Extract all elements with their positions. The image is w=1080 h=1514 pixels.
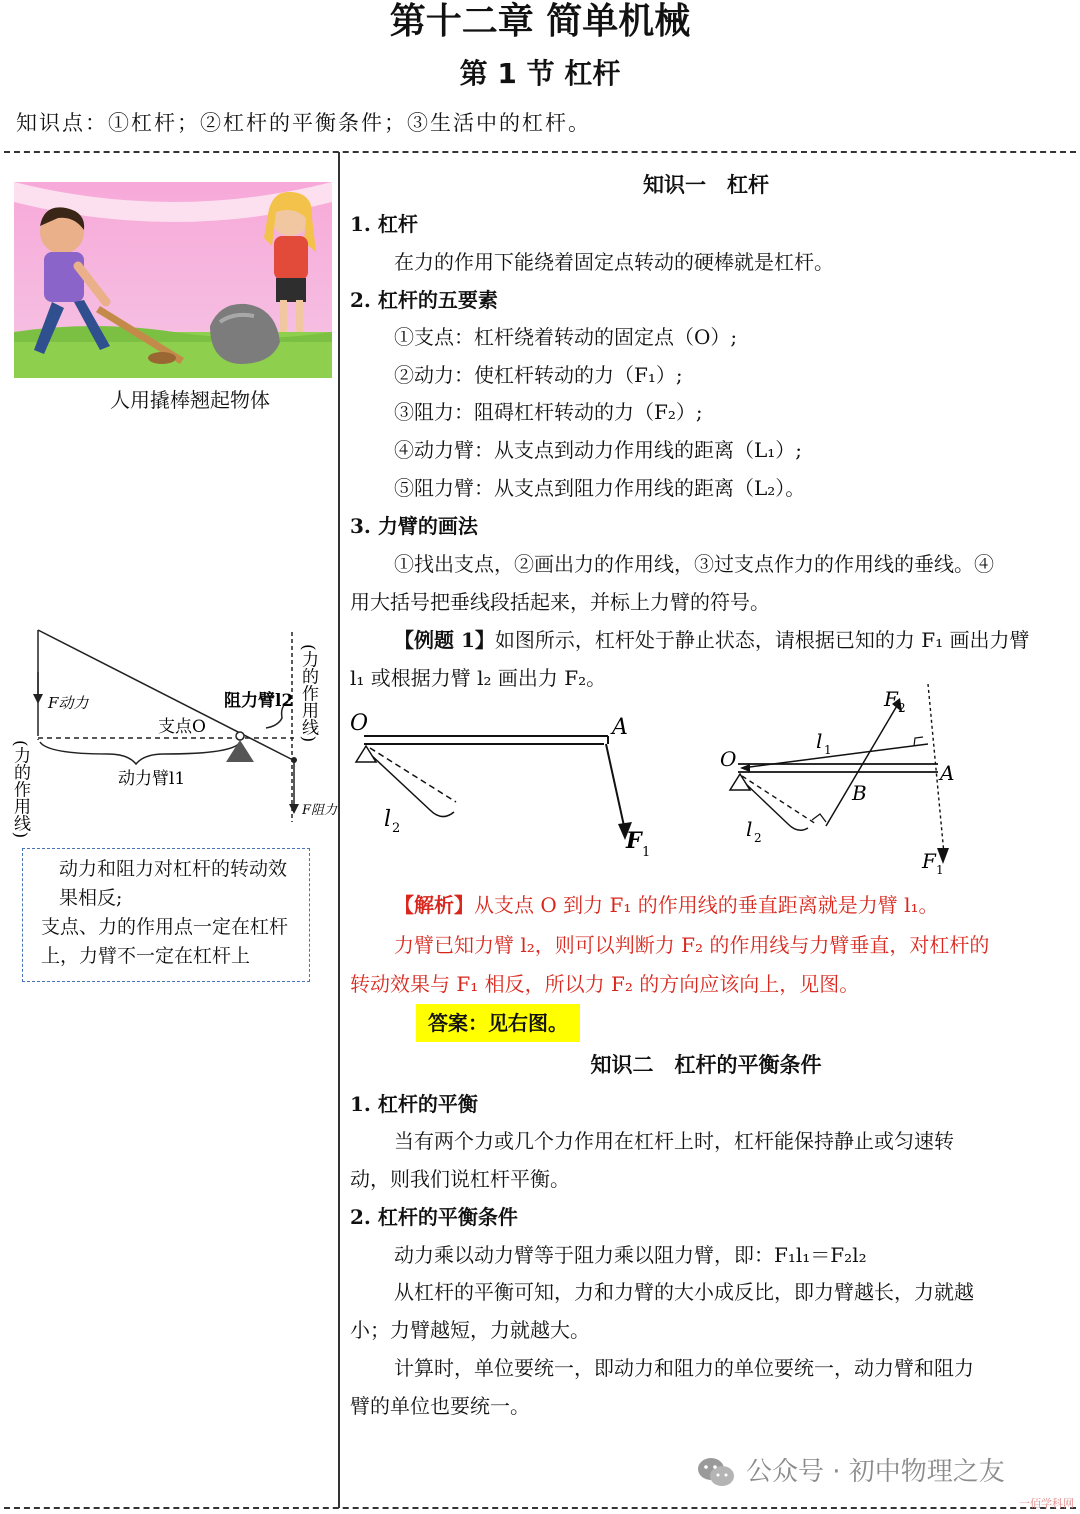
line-of-action-right: (力的作用线) [298, 644, 318, 743]
f-power-label: F动力 [48, 694, 89, 712]
lever-element-diagram [8, 622, 338, 842]
s1-para-3b: 用大括号把垂线段括起来，并标上力臂的符号。 [350, 590, 770, 614]
s2-heading-1: 1. 杠杆的平衡 [350, 1092, 478, 1116]
s2-para-1b: 动，则我们说杠杆平衡。 [350, 1167, 570, 1191]
fulcrum-label: 支点O [158, 717, 206, 737]
fig2-label-l1: l [816, 729, 823, 753]
fig2-label-l1-sub: 1 [824, 743, 832, 757]
watermark-text: 公众号 · 初中物理之友 [746, 1457, 1005, 1487]
solution-line-1 [350, 886, 1080, 924]
chapter-title: 第十二章 简单机械 [389, 1, 691, 42]
example-1-line-a [350, 621, 1080, 659]
fig1-label-f1-sub: 1 [642, 845, 651, 860]
column-divider [338, 152, 340, 1508]
answer-highlight: 答案：见右图。 [416, 1004, 580, 1042]
s2-para-3b: 小；力臂越短，力就越大。 [350, 1318, 590, 1342]
resist-arm-label: 阻力臂l2 [224, 691, 294, 711]
watermark [696, 1452, 1076, 1492]
fig2-label-a: A [940, 761, 955, 785]
f-resist-label: F阻力 [302, 803, 338, 818]
section1-title: 知识一 杠杆 [643, 173, 769, 197]
note-line-2: 支点、力的作用点一定在杠杆上，力臂不一定在杠杆上 [41, 916, 289, 967]
top-divider [4, 151, 1076, 153]
fig1-label-l2: l [384, 807, 392, 832]
fig2-label-f2: F [884, 687, 898, 711]
example-figure-lever-1 [346, 706, 666, 864]
solution-label: 【解析】 [394, 893, 474, 917]
knowledge-points: 知识点：①杠杆；②杠杆的平衡条件；③生活中的杠杆。 [16, 111, 591, 135]
element-fulcrum: ①支点：杠杆绕着转动的固定点（O）; [394, 325, 738, 349]
solution-text-1: 从支点 O 到力 F₁ 的作用线的垂直距离就是力臂 l₁。 [474, 893, 939, 917]
s2-heading-2: 2. 杠杆的平衡条件 [350, 1205, 518, 1229]
example-text-b: l₁ 或根据力臂 l₂ 画出力 F₂。 [350, 666, 607, 690]
lever-scene-illustration [14, 182, 332, 378]
note-line-1: 动力和阻力对杠杆的转动效果相反; [59, 858, 288, 909]
fig2-label-l2-sub: 2 [754, 831, 762, 845]
s1-para-3a: ①找出支点，②画出力的作用线，③过支点作力的作用线的垂线。④ [394, 552, 994, 576]
line-of-action-left: (力的作用线) [10, 740, 30, 839]
scene-caption: 人用撬棒翘起物体 [110, 388, 270, 412]
bottom-divider [4, 1507, 1076, 1509]
fig1-label-l2-sub: 2 [392, 821, 401, 836]
element-resist-arm: ⑤阻力臂：从支点到阻力作用线的距离（L₂）。 [394, 476, 806, 500]
element-power-arm: ④动力臂：从支点到动力作用线的距离（L₁）; [394, 438, 803, 462]
power-arm-label: 动力臂l1 [118, 769, 186, 789]
fig2-label-o: O [720, 747, 737, 771]
example-text-a: 如图所示，杠杆处于静止状态，请根据已知的力 F₁ 画出力臂 [494, 628, 1030, 652]
s2-balance-formula: 动力乘以动力臂等于阻力乘以阻力臂，即：F₁l₁＝F₂l₂ [394, 1243, 867, 1267]
section-title: 第 1 节 杠杆 [459, 57, 621, 90]
fig2-label-f2-sub: 2 [898, 701, 906, 715]
fig2-label-f1: F [922, 849, 936, 873]
example-figure-lever-2 [716, 684, 986, 876]
s2-para-1a: 当有两个力或几个力作用在杠杆上时，杠杆能保持静止或匀速转 [394, 1129, 954, 1153]
solution-line-2: 力臂已知力臂 l₂，则可以判断力 F₂ 的作用线与力臂垂直，对杠杆的 [394, 933, 990, 957]
example-label: 【例题 1】 [394, 628, 495, 652]
element-power: ②动力：使杠杆转动的力（F₁）; [394, 363, 683, 387]
s2-para-4b: 臂的单位也要统一。 [350, 1394, 530, 1418]
wechat-icon [696, 1456, 736, 1488]
s2-para-3a: 从杠杆的平衡可知，力和力臂的大小成反比，即力臂越长，力就越 [394, 1280, 974, 1304]
s2-para-4a: 计算时，单位要统一，即动力和阻力的单位要统一，动力臂和阻力 [394, 1356, 974, 1380]
fig1-label-f1: F [626, 828, 642, 854]
fig2-label-f1-sub: 1 [936, 863, 944, 876]
fig2-label-l2: l [746, 817, 753, 841]
fig1-label-a: A [612, 715, 628, 740]
solution-line-3: 转动效果与 F₁ 相反，所以力 F₂ 的方向应该向上，见图。 [350, 972, 860, 996]
fig2-label-b: B [852, 781, 867, 805]
element-resistance: ③阻力：阻碍杠杆转动的力（F₂）; [394, 400, 703, 424]
note-box [22, 848, 310, 982]
section2-title: 知识二 杠杆的平衡条件 [590, 1053, 822, 1077]
s1-para-1: 在力的作用下能绕着固定点转动的硬棒就是杠杆。 [394, 250, 834, 274]
fig1-label-o: O [350, 711, 369, 736]
s1-heading-1: 1. 杠杆 [350, 212, 418, 236]
site-mark: 一佰学科网 [1019, 1497, 1074, 1510]
s1-heading-3: 3. 力臂的画法 [350, 514, 478, 538]
s1-heading-2: 2. 杠杆的五要素 [350, 288, 498, 312]
